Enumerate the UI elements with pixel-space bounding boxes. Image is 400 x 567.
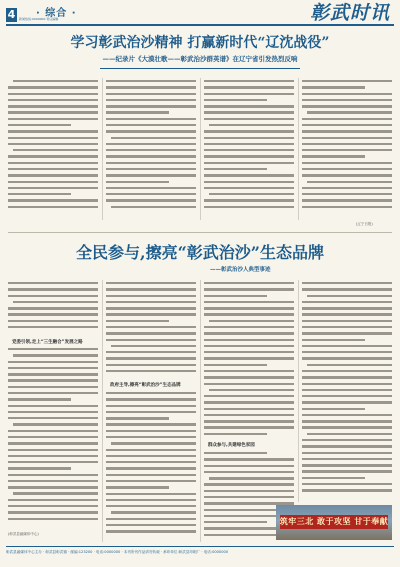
text-line (106, 301, 196, 303)
text-line (209, 193, 294, 195)
article-2-byline: (彰武县融媒体中心) (8, 532, 39, 536)
text-line (302, 288, 392, 290)
text-line (106, 423, 196, 425)
text-line (204, 295, 267, 297)
text-line (106, 174, 196, 176)
text-line (106, 99, 196, 101)
text-line (8, 99, 98, 101)
text-line (302, 162, 392, 164)
text-line (106, 332, 196, 334)
text-line (8, 181, 98, 183)
text-line (8, 326, 98, 328)
text-line (8, 168, 98, 170)
text-line (8, 486, 98, 488)
article-2-column-3a (204, 282, 294, 440)
text-line (302, 137, 392, 139)
text-line (106, 417, 169, 419)
column-divider (298, 280, 299, 502)
text-line (106, 467, 196, 469)
text-line (204, 282, 294, 284)
footer-rule (6, 546, 394, 547)
text-line (204, 307, 294, 309)
text-line (204, 155, 294, 157)
text-line (204, 137, 294, 139)
text-line (8, 162, 98, 164)
text-line (8, 367, 98, 369)
article-2-subhead-3: 群众参与,共建绿色家园 (208, 443, 255, 448)
text-line (302, 445, 392, 447)
text-line (204, 383, 294, 385)
text-line (8, 373, 98, 375)
text-line (106, 339, 196, 341)
text-line (204, 149, 294, 151)
text-line (204, 187, 294, 189)
text-line (302, 105, 392, 107)
text-line (204, 465, 294, 467)
text-line (302, 118, 392, 120)
text-line (106, 313, 196, 315)
text-line (106, 449, 196, 451)
article-2-column-4 (302, 282, 392, 500)
text-line (302, 99, 392, 101)
text-line (302, 357, 392, 359)
text-line (8, 187, 98, 189)
text-line (106, 398, 196, 400)
text-line (302, 408, 365, 410)
text-line (204, 433, 267, 435)
text-line (302, 193, 392, 195)
text-line (302, 452, 392, 454)
text-line (209, 389, 294, 391)
text-line (8, 295, 98, 297)
text-line (106, 162, 196, 164)
text-line (302, 376, 392, 378)
text-line (106, 80, 196, 82)
article-2-column-2b (106, 392, 196, 542)
text-line (8, 199, 98, 201)
text-line (204, 99, 267, 101)
text-line (8, 118, 98, 120)
text-line (106, 320, 169, 322)
text-line (8, 379, 98, 381)
text-line (302, 332, 392, 334)
text-line (106, 118, 196, 120)
text-line (106, 351, 196, 353)
text-line (8, 111, 98, 113)
text-line (106, 499, 196, 501)
text-line (106, 430, 196, 432)
text-line (8, 288, 98, 290)
text-line (204, 395, 294, 397)
text-line (106, 455, 196, 457)
text-line (106, 307, 196, 309)
text-line (204, 174, 294, 176)
text-line (302, 326, 392, 328)
text-line (111, 206, 196, 208)
text-line (8, 474, 98, 476)
text-line (302, 439, 392, 441)
text-line (209, 320, 294, 322)
article-1-title: 学习彰武治沙精神 打赢新时代“辽沈战役” (70, 35, 330, 51)
text-line (204, 181, 294, 183)
text-line (302, 339, 365, 341)
text-line (106, 461, 196, 463)
text-line (204, 401, 294, 403)
text-line (302, 168, 392, 170)
article-1-column-1 (8, 80, 98, 218)
text-line (302, 477, 365, 479)
text-line (106, 149, 196, 151)
text-line (106, 282, 196, 284)
text-line (106, 524, 196, 526)
masthead: 彰武时讯 (309, 2, 390, 24)
issue-meta: 新闻热线:0000000 责任编辑 (19, 17, 59, 21)
article-2-subtitle: ——彰武治沙人典型事迹 (210, 267, 271, 273)
column-divider (102, 280, 103, 542)
text-line (8, 467, 71, 469)
text-line (302, 282, 392, 284)
section-title: · 综合 · (36, 8, 77, 19)
text-line (8, 313, 98, 315)
text-line (106, 295, 196, 297)
header-rule (6, 24, 394, 26)
text-line (204, 80, 294, 82)
article-1-byline: (辽宁日报) (356, 222, 373, 226)
text-line (106, 326, 196, 328)
text-line (8, 499, 98, 501)
text-line (13, 301, 98, 303)
text-line (302, 458, 392, 460)
text-line (209, 124, 294, 126)
text-line (106, 130, 196, 132)
text-line (204, 351, 294, 353)
article-2-subhead-1: 党委引领,走上“三生融合”发展之路 (12, 340, 83, 345)
text-line (8, 320, 98, 322)
article-2-subhead-2: 政府主导,擦亮“彰武治沙”生态品牌 (110, 383, 181, 388)
text-line (302, 93, 392, 95)
text-line (209, 477, 294, 479)
article-2-column-2a (106, 282, 196, 380)
article-2-column-1a (8, 282, 98, 338)
article-1-subtitle: ——纪录片《大漠壮歌——彰武治沙群英谱》在辽宁省引发热烈反响 (102, 55, 298, 63)
text-line (204, 111, 294, 113)
text-line (106, 181, 169, 183)
text-line (302, 395, 392, 397)
text-line (302, 174, 392, 176)
text-line (204, 206, 294, 208)
text-line (307, 295, 392, 297)
text-line (106, 392, 196, 394)
text-line (8, 417, 98, 419)
text-line (8, 93, 98, 95)
text-line (8, 392, 98, 394)
text-line (106, 405, 196, 407)
text-line (302, 483, 392, 485)
text-line (8, 505, 98, 507)
text-line (204, 143, 294, 145)
article-2-column-1b (8, 348, 98, 528)
text-line (302, 464, 392, 466)
text-line (8, 430, 98, 432)
column-divider (200, 280, 201, 542)
text-line (8, 137, 98, 139)
text-line (8, 518, 98, 520)
article-1-column-4 (302, 80, 392, 218)
text-line (8, 442, 98, 444)
text-line (106, 530, 196, 532)
text-line (106, 199, 196, 201)
column-divider (200, 78, 201, 220)
text-line (8, 206, 98, 208)
text-line (106, 486, 169, 488)
text-line (111, 345, 196, 347)
text-line (106, 155, 196, 157)
text-line (204, 490, 294, 492)
text-line (302, 187, 392, 189)
text-line (302, 313, 392, 315)
text-line (302, 370, 392, 372)
text-line (204, 301, 294, 303)
text-line (204, 332, 294, 334)
text-line (204, 370, 294, 372)
text-line (8, 193, 71, 195)
text-line (8, 398, 71, 400)
text-line (302, 199, 392, 201)
text-line (8, 307, 98, 309)
text-line (204, 130, 294, 132)
text-line (204, 345, 294, 347)
text-line (8, 143, 98, 145)
text-line (8, 361, 98, 363)
text-line (8, 411, 98, 413)
text-line (111, 442, 196, 444)
text-line (13, 80, 98, 82)
text-line (302, 155, 365, 157)
text-line (204, 168, 267, 170)
text-line (8, 386, 98, 388)
text-line (8, 348, 98, 350)
text-line (106, 124, 196, 126)
text-line (302, 414, 392, 416)
article-1-column-3 (204, 80, 294, 218)
text-line (204, 93, 294, 95)
text-line (307, 364, 392, 366)
text-line (204, 313, 294, 315)
text-line (204, 357, 294, 359)
text-line (106, 364, 196, 366)
text-line (8, 480, 98, 482)
footer-imprint: 彰武县融媒体中心主办 · 彰武县彰武镇 · 邮编:123200 · 电话:0000000 · 本刊所刊作品请勿转载 · 承印单位:彰武县印刷厂 · 电话:0000000 (6, 550, 229, 554)
text-line (8, 282, 98, 284)
text-line (13, 492, 98, 494)
text-line (8, 449, 98, 451)
text-line (204, 364, 267, 366)
text-line (204, 162, 294, 164)
text-line (204, 471, 294, 473)
text-line (204, 458, 294, 460)
text-line (302, 401, 392, 403)
text-line (204, 414, 294, 416)
text-line (307, 181, 392, 183)
text-line (106, 111, 169, 113)
text-line (302, 149, 392, 151)
text-line (8, 511, 98, 513)
text-line (8, 155, 98, 157)
text-line (204, 496, 294, 498)
text-line (204, 426, 294, 428)
text-line (302, 301, 392, 303)
text-line (106, 474, 196, 476)
text-line (8, 405, 98, 407)
text-line (302, 80, 392, 82)
text-line (204, 483, 294, 485)
text-line (302, 489, 392, 491)
text-line (302, 426, 392, 428)
text-line (302, 351, 392, 353)
text-line (8, 105, 98, 107)
text-line (106, 436, 196, 438)
text-line (8, 455, 98, 457)
text-line (8, 461, 98, 463)
text-line (302, 420, 392, 422)
text-line (106, 105, 196, 107)
column-divider (298, 78, 299, 220)
text-line (106, 411, 196, 413)
text-line (106, 493, 196, 495)
text-line (106, 168, 196, 170)
subtitle-underline (100, 68, 300, 69)
text-line (106, 187, 196, 189)
text-line (106, 288, 196, 290)
text-line (302, 206, 392, 208)
text-line (204, 339, 294, 341)
text-line (204, 86, 294, 88)
text-line (106, 357, 196, 359)
text-line (8, 130, 98, 132)
text-line (106, 93, 196, 95)
text-line (204, 326, 294, 328)
column-divider (102, 78, 103, 220)
article-1-column-2 (106, 80, 196, 218)
photo-banner-image (276, 505, 392, 540)
text-line (13, 423, 98, 425)
text-line (204, 420, 294, 422)
text-line (111, 511, 196, 513)
text-line (106, 505, 196, 507)
text-line (302, 345, 392, 347)
text-line (8, 124, 71, 126)
text-line (204, 452, 267, 454)
text-line (13, 354, 98, 356)
text-line (302, 470, 392, 472)
text-line (106, 86, 196, 88)
text-line (204, 288, 294, 290)
text-line (302, 307, 392, 309)
text-line (8, 436, 98, 438)
page-number: 4 (7, 8, 16, 21)
text-line (302, 86, 365, 88)
text-line (204, 408, 294, 410)
text-line (204, 118, 294, 120)
article-separator (8, 232, 392, 233)
text-line (204, 521, 267, 523)
text-line (302, 320, 392, 322)
text-line (106, 480, 196, 482)
text-line (106, 143, 196, 145)
text-line (13, 149, 98, 151)
text-line (302, 389, 392, 391)
text-line (302, 143, 392, 145)
text-line (106, 193, 196, 195)
text-line (8, 174, 98, 176)
article-2-title: 全民参与,擦亮“彰武治沙”生态品牌 (76, 243, 324, 262)
text-line (307, 433, 392, 435)
text-line (106, 518, 196, 520)
text-line (302, 383, 392, 385)
text-line (204, 376, 294, 378)
text-line (204, 105, 294, 107)
photo-banner-text: 筑牢三北 敢于攻坚 甘于奉献 (279, 517, 389, 526)
text-line (302, 130, 392, 132)
text-line (204, 199, 294, 201)
text-line (8, 86, 98, 88)
text-line (302, 124, 392, 126)
text-line (106, 370, 196, 372)
text-line (307, 111, 392, 113)
text-line (111, 137, 196, 139)
